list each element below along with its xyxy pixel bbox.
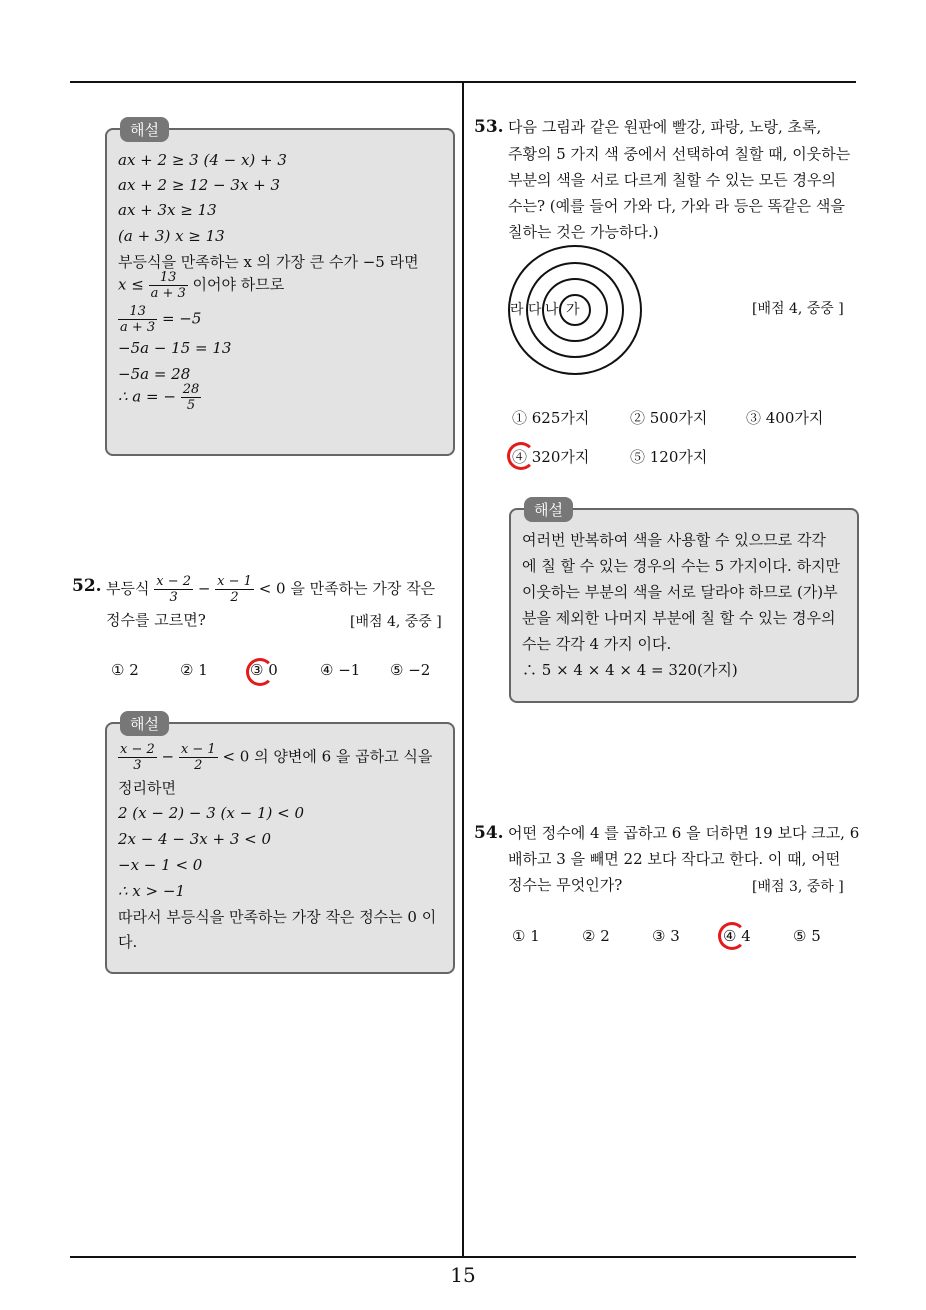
page-number: 15 [450,1263,476,1287]
q53-text-line-3: 부분의 색을 서로 다르게 칠할 수 있는 모든 경우의 [508,171,836,189]
q54-choice-4[interactable]: ④ 4 [723,927,751,945]
q51-eq-minus5: = −5 [161,309,202,328]
q52-choice-4[interactable]: ④ −1 [320,661,361,679]
q52-sol-frac2-num: x − 1 [180,742,216,757]
q52-fraction-1 [154,574,193,605]
q51-fraction-1 [149,270,188,301]
bottom-rule [70,1256,856,1258]
q53-choice-5[interactable]: ⑤ 120가지 [630,448,708,466]
q51-frac1-num: 13 [149,270,188,286]
q53-choice-4[interactable]: ④ 320가지 [512,448,590,466]
q52-frac1-num: x − 2 [156,574,192,589]
q51-line-3: ax + 3x ≥ 13 [118,201,217,219]
q52-sol-line-7: 따라서 부등식을 만족하는 가장 작은 정수는 0 이 [118,908,437,926]
q54-choice-5[interactable]: ⑤ 5 [793,927,821,945]
q52-sol-minus: − [161,747,175,766]
region-label-ra: 라 [510,302,524,318]
q51-frac1-den: a + 3 [150,286,186,301]
q52-sol-line-4: 2x − 4 − 3x + 3 < 0 [118,830,272,848]
q53-sol-line-1: 여러번 반복하여 색을 사용할 수 있으므로 각각 [522,531,826,549]
q52-choice-1[interactable]: ① 2 [111,661,139,679]
q52-sol-fraction-2 [179,742,218,773]
q52-text-after: < 0 을 만족하는 가장 작은 [258,579,436,598]
q53-text-line-5: 칠하는 것은 가능하다.) [508,223,659,241]
q51-frac2-num: 13 [118,304,157,320]
q52-choice-3[interactable]: ③ 0 [250,661,278,679]
q53-choice-3[interactable]: ③ 400가지 [746,409,824,427]
q52-number: 52. [72,576,102,596]
q51-line-8: −5a − 15 = 13 [118,339,232,357]
column-divider [462,82,464,1258]
q51-answer-prefix: ∴ a = − [118,387,176,406]
q52-frac2-den: 2 [230,590,239,605]
q53-sol-line-5: 수는 각각 4 가지 이다. [522,635,672,653]
q54-text-line-3: 정수는 무엇인가? [508,876,623,894]
q51-frac3-num: 28 [182,382,200,397]
q51-solution-tag: 해설 [120,117,169,142]
q51-fraction-2 [118,304,157,335]
region-label-ga: 가 [566,302,580,318]
q52-sol-line1-after: < 0 의 양변에 6 을 곱하고 식을 [222,747,433,766]
q51-therefore-text: 이어야 하므로 [192,275,285,294]
q52-sol-line-5: −x − 1 < 0 [118,856,203,874]
q52-sol-fraction-1 [118,742,157,773]
q52-solution-tag: 해설 [120,711,169,736]
q52-text-line-2: 정수를 고르면? [106,611,206,629]
q52-score: [배점 4, 중중 ] [350,614,442,630]
q53-sol-line-2: 에 칠 할 수 있는 경우의 수는 5 가지이다. 하지만 [522,557,841,575]
q53-solution-tag: 해설 [524,497,573,522]
q53-number: 53. [474,117,504,137]
q53-sol-line-4: 분을 제외한 나머지 부분에 칠 할 수 있는 경우의 [522,609,836,627]
q52-sol-line-1 [118,742,432,773]
region-label-na: 나 [545,302,559,318]
q54-choice-1[interactable]: ① 1 [512,927,540,945]
q52-sol-frac1-den: 3 [133,758,142,773]
q53-selected-mark [507,442,535,470]
q52-text-line-1 [106,574,435,605]
q53-score: [배점 4, 중중 ] [752,301,844,317]
q53-sol-line-6: ∴ 5 × 4 × 4 × 4 = 320(가지) [522,661,738,679]
region-label-da: 다 [528,302,542,318]
q53-sol-line-3: 이웃하는 부분의 색을 서로 달라야 하므로 (가)부 [522,583,838,601]
q54-number: 54. [474,823,504,843]
q54-text-line-2: 배하고 3 을 빼면 22 보다 작다고 한다. 이 때, 어떤 [508,850,841,868]
q52-frac1-den: 3 [169,590,178,605]
q53-target-diagram [508,245,644,375]
q51-frac3-den: 5 [186,398,196,413]
q53-choice-1[interactable]: ① 625가지 [512,409,590,427]
q52-fraction-2 [215,574,254,605]
q51-line-10 [118,382,201,413]
q53-text-line-2: 주황의 5 가지 색 중에서 선택하여 칠할 때, 이웃하는 [508,145,851,163]
q52-sol-frac1-num: x − 2 [120,742,155,757]
q51-frac2-den: a + 3 [120,320,156,335]
q52-text-before: 부등식 [106,579,150,598]
q54-text-line-1: 어떤 정수에 4 를 곱하고 6 을 더하면 19 보다 크고, 6 [508,824,860,842]
q52-sol-line-6: ∴ x > −1 [118,882,185,900]
q53-choice-2[interactable]: ② 500가지 [630,409,708,427]
q54-choice-2[interactable]: ② 2 [582,927,610,945]
q52-selected-mark [246,658,274,686]
q52-frac2-num: x − 1 [217,574,252,589]
q52-sol-line-3: 2 (x − 2) − 3 (x − 1) < 0 [118,804,304,822]
q54-choice-3[interactable]: ③ 3 [652,927,680,945]
q51-line-1: ax + 2 ≥ 3 (4 − x) + 3 [118,151,287,169]
q51-fraction-3 [181,382,202,413]
q52-choice-5[interactable]: ⑤ −2 [390,661,431,679]
q52-sol-line-8: 다. [118,933,138,951]
q52-choice-2[interactable]: ② 1 [180,661,208,679]
q51-line-4: (a + 3) x ≥ 13 [118,227,225,245]
q52-sol-frac2-den: 2 [194,758,203,773]
q51-line-9: −5a = 28 [118,365,191,383]
q51-line-7 [118,304,201,335]
q53-text-line-4: 수는? (예를 들어 가와 다, 가와 라 등은 똑같은 색을 [508,197,845,215]
q51-line-5: 부등식을 만족하는 x 의 가장 큰 수가 −5 라면 [118,253,419,271]
q52-minus: − [197,579,211,598]
q51-line-2: ax + 2 ≥ 12 − 3x + 3 [118,176,280,194]
q53-text-line-1: 다음 그림과 같은 원판에 빨강, 파랑, 노랑, 초록, [508,118,822,136]
q52-sol-line-2: 정리하면 [118,779,176,797]
q54-score: [배점 3, 중하 ] [752,879,844,895]
q51-line-6 [118,270,284,301]
q51-x-leq: x ≤ [118,275,144,294]
q54-selected-mark [718,922,746,950]
